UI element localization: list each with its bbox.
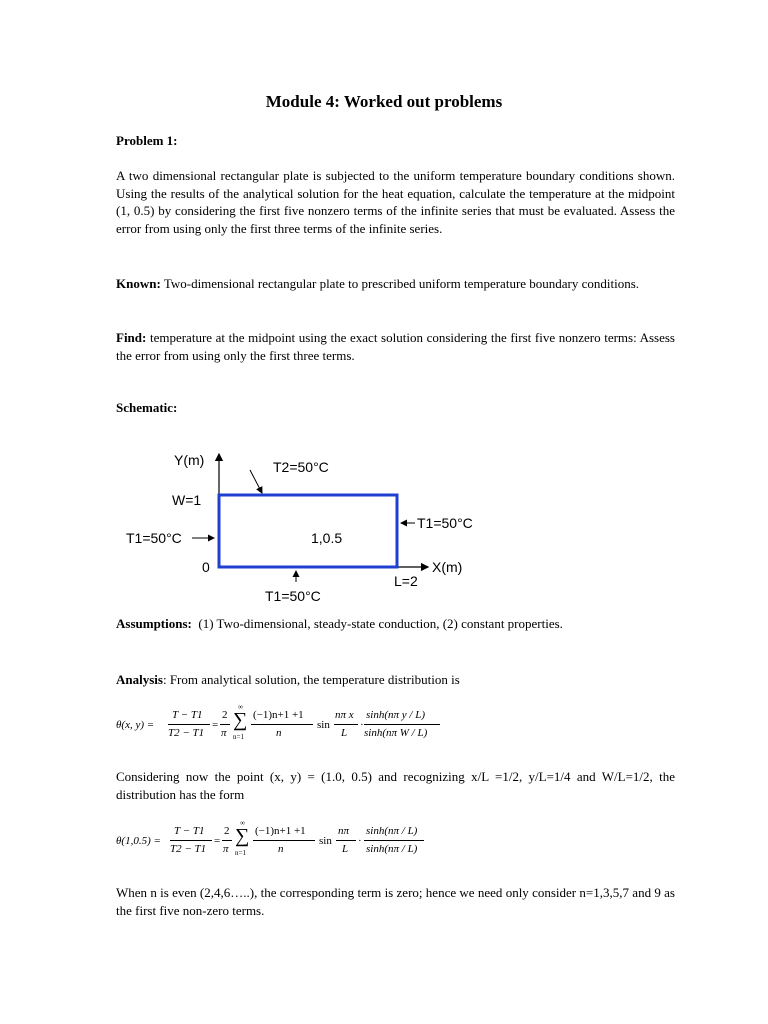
eq2-sigma-icon: ∑: [235, 825, 250, 847]
eq1-sum-upper: ∞: [238, 703, 243, 711]
analysis-text: : From analytical solution, the temperature distribution is: [162, 672, 460, 687]
eq2-series-bar: [253, 840, 315, 841]
eq1-dot: ·: [360, 719, 364, 731]
analysis-paragraph: [116, 671, 675, 689]
eq1-lhs: θ(x, y) =: [116, 719, 155, 731]
eq2-frac-den: T2 − T1: [170, 843, 207, 855]
eq1-two: 2: [222, 709, 228, 721]
assumptions-paragraph: [116, 615, 675, 633]
analysis-label: Analysis: [116, 672, 163, 687]
eq1-two-bar: [220, 724, 230, 725]
find-label: Find:: [116, 330, 147, 345]
l-label: L=2: [394, 573, 418, 589]
eq2-equals: =: [214, 835, 221, 847]
eq2-sin-den: L: [342, 843, 349, 855]
even-terms-paragraph: When n is even (2,4,6…..), the corresponding term is zero; hence we need only consider n=1,3,5,7 and 9 as the first five non-zero terms.: [116, 885, 675, 918]
eq2-sum-upper: ∞: [240, 819, 245, 827]
eq2-sin: sin: [319, 835, 332, 847]
x-axis-label: X(m): [432, 559, 463, 575]
eq1-sinh-num: sinh(nπ y / L): [366, 709, 425, 721]
plate-rectangle: [219, 495, 397, 567]
considering-paragraph: Considering now the point (x, y) = (1.0, 0.5) and recognizing x/L =1/2, y/L=1/4 and W/L=1/2, the distribution has the form: [116, 769, 675, 802]
eq2-frac-num: T − T1: [174, 825, 205, 837]
schematic-diagram: [110, 446, 510, 608]
right-bc-label: T1=50°C: [417, 515, 473, 531]
eq1-sinh-den: sinh(nπ W / L): [364, 727, 428, 739]
find-text: temperature at the midpoint using the exact solution considering the first five nonzero terms: Assess the error from using only the first three terms.: [116, 330, 675, 363]
eq2-sinh-num: sinh(nπ / L): [366, 825, 418, 837]
origin-label: 0: [202, 559, 210, 575]
eq1-frac-num: T − T1: [172, 709, 203, 721]
eq2-two: 2: [224, 825, 230, 837]
eq2-sin-bar: [336, 840, 356, 841]
eq2-dot: ·: [358, 835, 362, 847]
eq1-series-num: (−1)n+1 +1: [253, 709, 304, 721]
eq2-sinh-bar: [364, 840, 424, 841]
eq2-sinh-den: sinh(nπ / L): [366, 843, 418, 855]
eq1-sin-den: L: [341, 727, 348, 739]
known-text: Two-dimensional rectangular plate to prescribed uniform temperature boundary conditions.: [163, 276, 640, 291]
assumptions-text: (1) Two-dimensional, steady-state conduction, (2) constant properties.: [198, 616, 563, 631]
eq1-frac-bar: [168, 724, 210, 725]
eq1-pi: π: [221, 727, 227, 739]
top-bc-label: T2=50°C: [273, 459, 329, 475]
page-title: Module 4: Worked out problems: [265, 92, 503, 111]
eq1-equals: =: [212, 719, 219, 731]
eq1-series-bar: [251, 724, 313, 725]
midpoint-label: 1,0.5: [311, 530, 343, 546]
known-label: Known:: [116, 276, 161, 291]
eq2-frac-bar: [170, 840, 212, 841]
eq1-frac-den: T2 − T1: [168, 727, 205, 739]
eq1-sinh-bar: [364, 724, 440, 725]
known-paragraph: [116, 275, 675, 293]
bottom-bc-label: T1=50°C: [265, 588, 321, 604]
eq2-sin-num: nπ: [338, 825, 350, 837]
find-paragraph: [116, 329, 675, 364]
y-axis-label: Y(m): [174, 452, 205, 468]
eq2-series-den: n: [278, 843, 284, 855]
problem-heading: Problem 1:: [116, 133, 178, 148]
left-bc-label: T1=50°C: [126, 530, 182, 546]
eq2-pi: π: [223, 843, 229, 855]
top-bc-arrow: [250, 470, 262, 493]
eq2-sum-lower: n=1: [235, 849, 246, 857]
eq2-series-num: (−1)n+1 +1: [255, 825, 306, 837]
eq1-sin-bar: [334, 724, 358, 725]
eq1-sigma-icon: ∑: [233, 709, 248, 731]
assumptions-label: Assumptions:: [116, 616, 192, 631]
w-label: W=1: [172, 492, 202, 508]
eq1-sum-lower: n=1: [233, 733, 244, 741]
eq2-two-bar: [222, 840, 232, 841]
problem-statement: A two dimensional rectangular plate is subjected to the uniform temperature boundary conditions shown. Using the results of the analytical solution for the heat equation, calculate the temperature at the midpoint (1, 0.5) by considering the first five nonzero terms of the infinite series that must be evaluated. Assess the error from using only the first three terms of the infinite series.: [116, 168, 675, 236]
eq1-sin: sin: [317, 719, 330, 731]
eq1-series-den: n: [276, 727, 282, 739]
eq2-lhs: θ(1,0.5) =: [116, 835, 161, 847]
schematic-heading: Schematic:: [116, 400, 178, 415]
eq1-sin-num: nπ x: [335, 709, 354, 721]
